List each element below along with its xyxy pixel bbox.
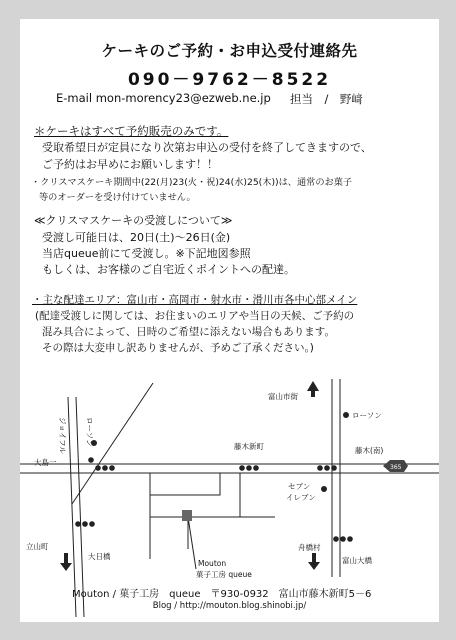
label-toyama-ohashi: 富山大橋	[342, 556, 372, 565]
staff-name: 担当 / 野﨑	[290, 92, 363, 106]
section2-line: 受渡し可能日は、20日(土)～26日(金)	[42, 231, 231, 244]
label-fujiki-minami: 藤木(南)	[355, 446, 384, 455]
label-oshima: 大島一	[34, 458, 57, 467]
section3-line: 混み具合によって、日時のご希望に添えない場合もあります。	[42, 326, 335, 338]
section2-line: もしくは、お客様のご自宅近くポイントへの配達。	[42, 263, 295, 276]
label-toyama-city: 富山市街	[268, 392, 298, 401]
section1-heading: ＊ケーキはすべて予約販売のみです。	[34, 124, 229, 138]
section3-heading: ・主な配達エリア：富山市・高岡市・射水市・滑川市各中心部メイン	[32, 294, 358, 306]
label-eleven: イレブン	[286, 493, 316, 502]
footer-blog: Blog / http://mouton.blog.shinobi.jp/	[152, 601, 307, 611]
section1-note: 等のオーダーを受け付けていません。	[39, 192, 196, 203]
email-address: E-mail mon-morency23@ezweb.ne.jp	[56, 91, 271, 105]
footer-address: Mouton / 菓子工房 queue 〒930-0932 富山市藤木新町5－6	[72, 589, 372, 600]
label-daikyobashi: 大日橋	[88, 552, 111, 561]
label-route-365: 365	[390, 464, 402, 471]
label-lawson-left: ローソン	[85, 417, 94, 447]
section3-line: その際は大変申し訳ありませんが、予めご了承ください。)	[42, 342, 314, 354]
label-lawson-right: ローソン	[352, 411, 382, 420]
label-seven: セブン	[288, 482, 311, 491]
section2-line: 当店queue前にて受渡し。※下記地図参照	[42, 247, 251, 260]
label-mouton-sub: 菓子工房 queue	[196, 570, 252, 579]
flyer-title: ケーキのご予約・お申込受付連絡先	[101, 42, 358, 60]
label-fujiki-shinmachi: 藤木新町	[234, 442, 264, 451]
access-map	[20, 19, 439, 622]
label-joyful: ジョイフル	[58, 417, 67, 454]
south-arrow-left	[60, 553, 72, 571]
label-mouton: Mouton	[198, 559, 227, 568]
label-funabashi: 舟橋村	[298, 543, 321, 552]
section1-line: 受取希望日が定員になり次第お申込の受付を終了してきますので、	[42, 141, 372, 154]
north-arrow	[307, 381, 319, 397]
flyer-card	[20, 19, 439, 622]
label-tateyama: 立山町	[26, 542, 49, 551]
phone-number: 090－9762－8522	[127, 70, 332, 90]
section3-line: (配達受渡しに関しては、お住まいのエリアや当日の天候、ご予約の	[35, 310, 355, 322]
section2-heading: ≪クリスマスケーキの受渡しについて≫	[34, 214, 233, 227]
section1-note: ・クリスマスケーキ期間中(22(月)23(火・祝)24(水)25(木))は、通常のお菓子	[31, 177, 353, 188]
shop-location-marker	[182, 510, 192, 521]
south-arrow-right	[308, 553, 320, 570]
section1-line: ご予約はお早めにお願いします！！	[42, 158, 218, 171]
